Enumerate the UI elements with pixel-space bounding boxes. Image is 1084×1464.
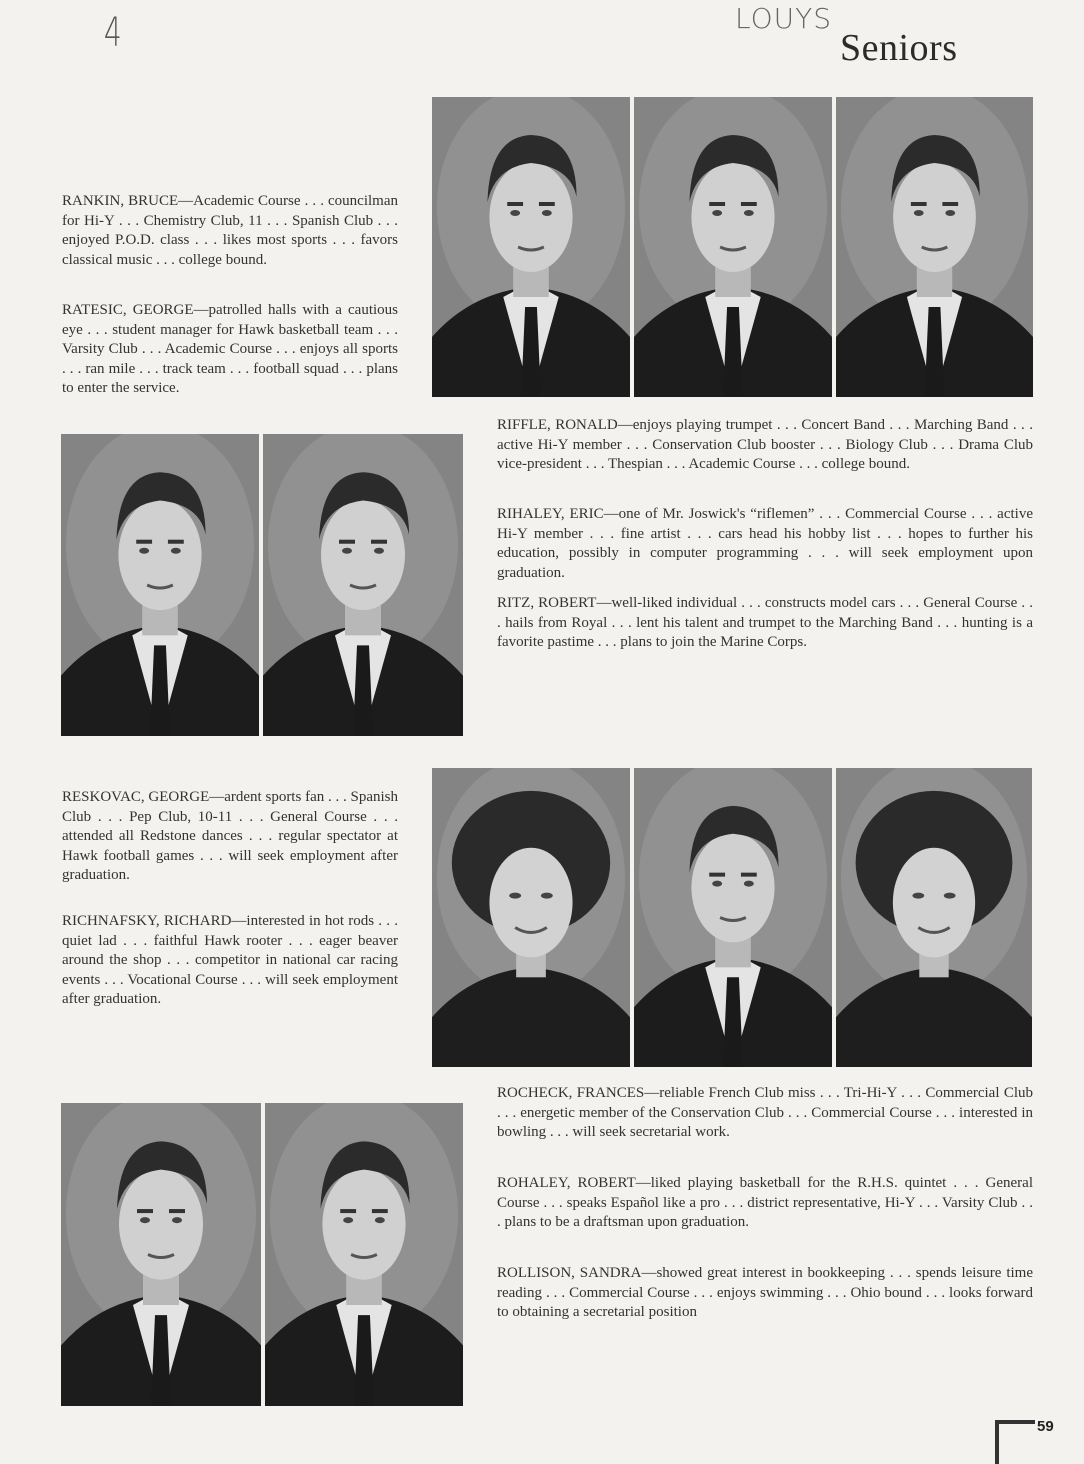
portrait-photo [836, 768, 1032, 1067]
portrait-silhouette [836, 97, 1033, 397]
portrait-silhouette [263, 434, 463, 736]
portrait-photo [265, 1103, 463, 1406]
portrait-photo [432, 97, 630, 397]
bio-reskovac-george: RESKOVAC, GEORGE—ardent sports fan . . . Spanish Club . . . Pep Club, 10-11 . . . General Course . . . attended all Redstone dances . . . regular spectator at Hawk football games . . . will seek employment after graduation. [62, 789, 398, 883]
portrait-photo [836, 97, 1033, 397]
bio-rankin-bruce: RANKIN, BRUCE—Academic Course . . . councilman for Hi-Y . . . Chemistry Club, 11 . . . Spanish Club . . . enjoyed P.O.D. class . . . likes most sports . . . favors classical music . . . college bound. [62, 193, 398, 268]
portrait-photo [61, 434, 259, 736]
photo-row-bottom-left [61, 1103, 463, 1406]
page-title: Seniors [840, 27, 958, 69]
portrait-silhouette [634, 768, 832, 1067]
portrait-silhouette [836, 768, 1032, 1067]
portrait-photo [263, 434, 463, 736]
portrait-photo [432, 768, 630, 1067]
portrait-silhouette [61, 434, 259, 736]
bio-rocheck-frances: ROCHECK, FRANCES—reliable French Club miss . . . Tri-Hi-Y . . . Commercial Club . . . energetic member of the Conservation Club . . . Commercial Course . . . interested in bowling . . . will seek secretarial work. [497, 1085, 1033, 1140]
photo-row-middle-left [61, 434, 463, 736]
bio-riffle-ronald: RIFFLE, RONALD—enjoys playing trumpet . . . Concert Band . . . Marching Band . . . active Hi-Y member . . . Conservation Club booster . . . Biology Club . . . Drama Club vice-president . . . Thespian . . . Academic Course . . . college bound. [497, 417, 1033, 472]
page-number: 59 [1037, 1418, 1054, 1435]
bio-rihaley-eric: RIHALEY, ERIC—one of Mr. Joswick's “riflemen” . . . Commercial Course . . . active Hi-Y member . . . fine artist . . . cars head his hobby list . . . hopes to further his education, possibly in computer programming . . . will seek employment upon graduation. [497, 506, 1033, 581]
photo-row-lower [432, 768, 1032, 1067]
bio-ratesic-george: RATESIC, GEORGE—patrolled halls with a cautious eye . . . student manager for Hawk basketball team . . . Varsity Club . . . Academic Course . . . enjoys all sports . . . ran mile . . . track team . . . football squad . . . plans to enter the service. [62, 302, 398, 396]
handwritten-corner-mark: 4 [103, 10, 122, 56]
portrait-silhouette [265, 1103, 463, 1406]
portrait-photo [634, 768, 832, 1067]
bio-richnafsky-richard: RICHNAFSKY, RICHARD—interested in hot rods . . . quiet lad . . . faithful Hawk rooter . . . eager beaver around the shop . . . competitor in national car racing events . . . Vocational Course . . . will seek employment after graduation. [62, 913, 398, 1007]
portrait-silhouette [432, 97, 630, 397]
portrait-silhouette [61, 1103, 261, 1406]
photo-row-top [432, 97, 1033, 397]
handwritten-top-mark: LOUYS [735, 2, 833, 35]
bio-rollison-sandra: ROLLISON, SANDRA—showed great interest in bookkeeping . . . spends leisure time reading . . . Commercial Course . . . enjoys swimming . . . Ohio bound . . . looks forward to obtaining a secretarial position [497, 1265, 1033, 1320]
page-corner-mark [995, 1420, 1035, 1464]
portrait-silhouette [432, 768, 630, 1067]
bio-rohaley-robert: ROHALEY, ROBERT—liked playing basketball for the R.H.S. quintet . . . General Course . . . speaks Español like a pro . . . district representative, Hi-Y . . . Varsity Club . . . plans to be a draftsman upon graduation. [497, 1175, 1033, 1230]
portrait-photo [61, 1103, 261, 1406]
bio-ritz-robert: RITZ, ROBERT—well-liked individual . . . constructs model cars . . . General Course . . . hails from Royal . . . lent his talent and trumpet to the Marching Band . . . hunting is a favorite pastime . . . plans to join the Marine Corps. [497, 595, 1033, 650]
portrait-silhouette [634, 97, 832, 397]
portrait-photo [634, 97, 832, 397]
